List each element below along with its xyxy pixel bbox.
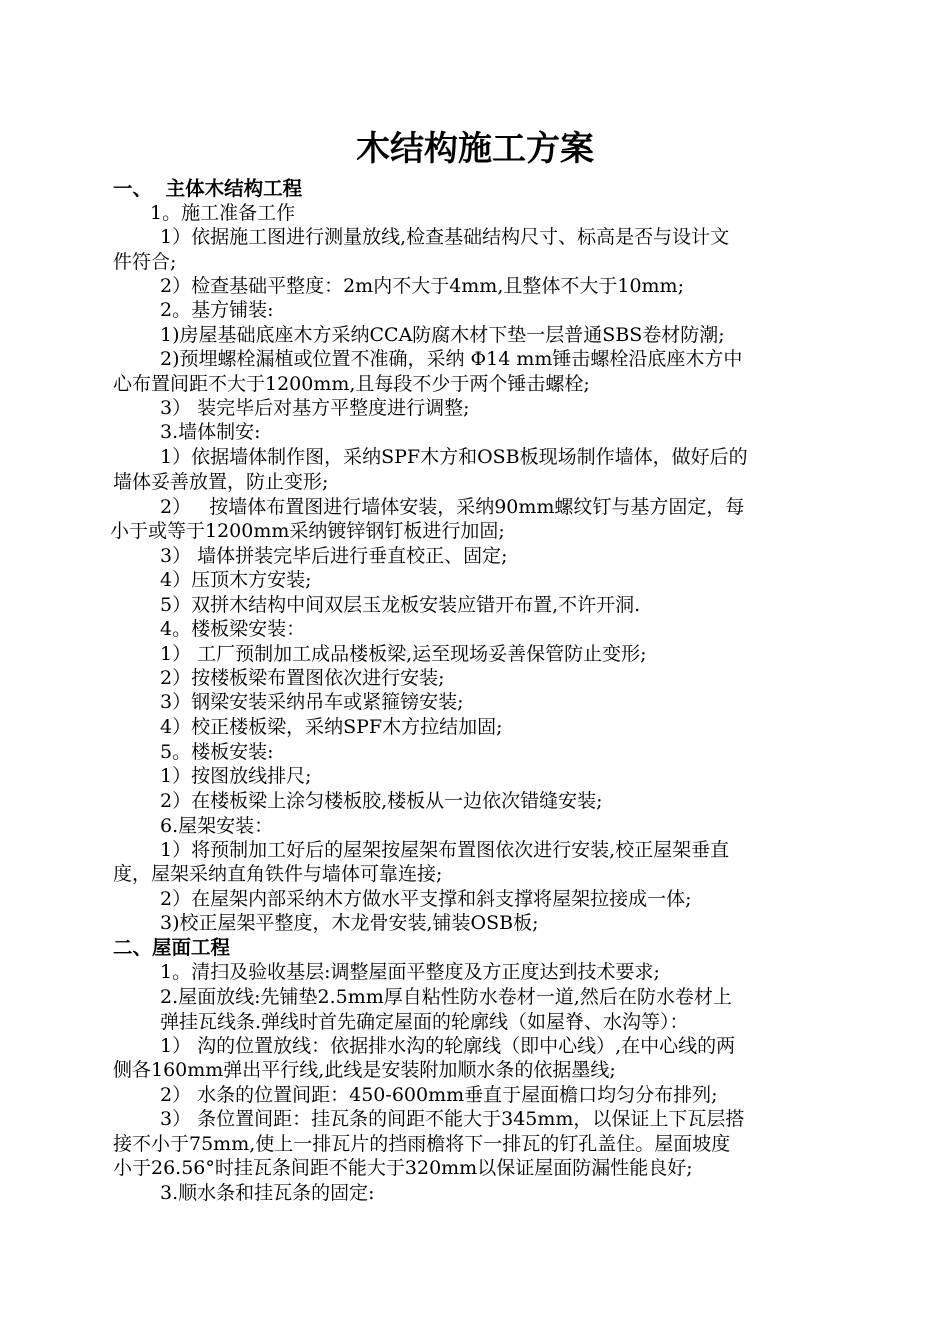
text-line: 2）在楼板梁上涂匀楼板胶,楼板从一边依次错缝安装; — [160, 790, 603, 812]
text-line: 心布置间距不大于1200mm,且每段不少于两个锤击螺栓; — [113, 373, 590, 395]
text-line: 2.屋面放线:先铺垫2.5mm厚自粘性防水卷材一道,然后在防水卷材上 — [160, 986, 732, 1008]
text-line: 1）依据墙体制作图，采纳SPF木方和OSB板现场制作墙体，做好后的 — [160, 446, 748, 468]
section-heading: 一、 主体木结构工程 — [113, 177, 303, 200]
text-line: 3） 条位置间距：挂瓦条的间距不能大于345mm，以保证上下瓦层搭 — [160, 1108, 745, 1130]
text-line: 3） 装完毕后对基方平整度进行调整; — [160, 397, 470, 419]
text-line: 度，屋架采纳直角铁件与墙体可靠连接; — [113, 863, 443, 885]
text-line: 2）检查基础平整度：2m内不大于4mm,且整体不大于10mm; — [160, 275, 684, 297]
text-line: 3） 墙体拼装完毕后进行垂直校正、固定; — [160, 545, 508, 567]
text-line: 墙体妥善放置，防止变形; — [113, 471, 329, 493]
text-line: 5）双拼木结构中间双层玉龙板安装应错开布置,不许开洞. — [160, 594, 641, 616]
text-line: 2）按楼板梁布置图依次进行安装; — [160, 667, 445, 689]
text-line: 1） 工厂预制加工成品楼板梁,运至现场妥善保管防止变形; — [160, 643, 647, 665]
text-line: 4）压顶木方安装; — [160, 569, 312, 591]
text-line: 3)校正屋架平整度，木龙骨安装,铺装OSB板; — [160, 912, 539, 934]
text-line: 1） 沟的位置放线：依据排水沟的轮廓线（即中心线）,在中心线的两 — [160, 1035, 736, 1057]
text-line: 1）依据施工图进行测量放线,检查基础结构尺寸、标高是否与设计文 — [160, 226, 730, 248]
text-line: 3）钢梁安装采纳吊车或紧箍镑安装; — [160, 691, 464, 713]
text-line: 2） 水条的位置间距：450-600mm垂直于屋面檐口均匀分布排列; — [160, 1084, 718, 1106]
text-line: 1）按图放线排尺; — [160, 765, 312, 787]
text-line: 1。清扫及验收基层:调整屋面平整度及方正度达到技术要求; — [160, 961, 660, 983]
text-line: 件符合; — [113, 251, 177, 273]
text-line: 2） 按墙体布置图进行墙体安装，采纳90mm螺纹钉与基方固定，每 — [160, 496, 745, 518]
text-line: 1）将预制加工好后的屋架按屋架布置图依次进行安装,校正屋架垂直 — [160, 839, 730, 861]
text-line: 4）校正楼板梁，采纳SPF木方拉结加固; — [160, 716, 503, 738]
text-line: 小于或等于1200mm采纳镀锌钢钉板进行加固; — [110, 520, 505, 542]
section-heading: 二、屋面工程 — [113, 936, 231, 959]
page-title: 木结构施工方案 — [356, 129, 594, 169]
text-line: 弹挂瓦线条.弹线时首先确定屋面的轮廓线（如屋脊、水沟等）： — [160, 1011, 689, 1033]
text-line: 3.顺水条和挂瓦条的固定: — [160, 1182, 375, 1204]
text-line: 接不小于75mm,使上一排瓦片的挡雨檐将下一排瓦的钉孔盖住。屋面坡度 — [113, 1133, 731, 1155]
text-line: 6.屋架安装： — [160, 815, 274, 837]
text-line: 侧各160mm弹出平行线,此线是安装附加顺水条的依据墨线; — [113, 1059, 616, 1081]
text-line: 1)房屋基础底座木方采纳CCA防腐木材下垫一层普通SBS卷材防潮; — [160, 324, 725, 346]
text-line: 5。楼板安装: — [160, 741, 274, 763]
text-line: 2。基方铺装: — [160, 299, 274, 321]
text-line: 2）在屋架内部采纳木方做水平支撑和斜支撑将屋架拉接成一体; — [160, 888, 692, 910]
text-line: 4。楼板梁安装： — [160, 618, 306, 640]
text-line: 3.墙体制安: — [160, 421, 261, 443]
text-line: 2)预埋螺栓漏植或位置不准确，采纳 Φ14 mm锤击螺栓沿底座木方中 — [160, 348, 743, 370]
text-line: 1。施工准备工作 — [150, 202, 296, 224]
text-line: 小于26.56°时挂瓦条间距不能大于320mm以保证屋面防漏性能良好; — [113, 1157, 693, 1179]
